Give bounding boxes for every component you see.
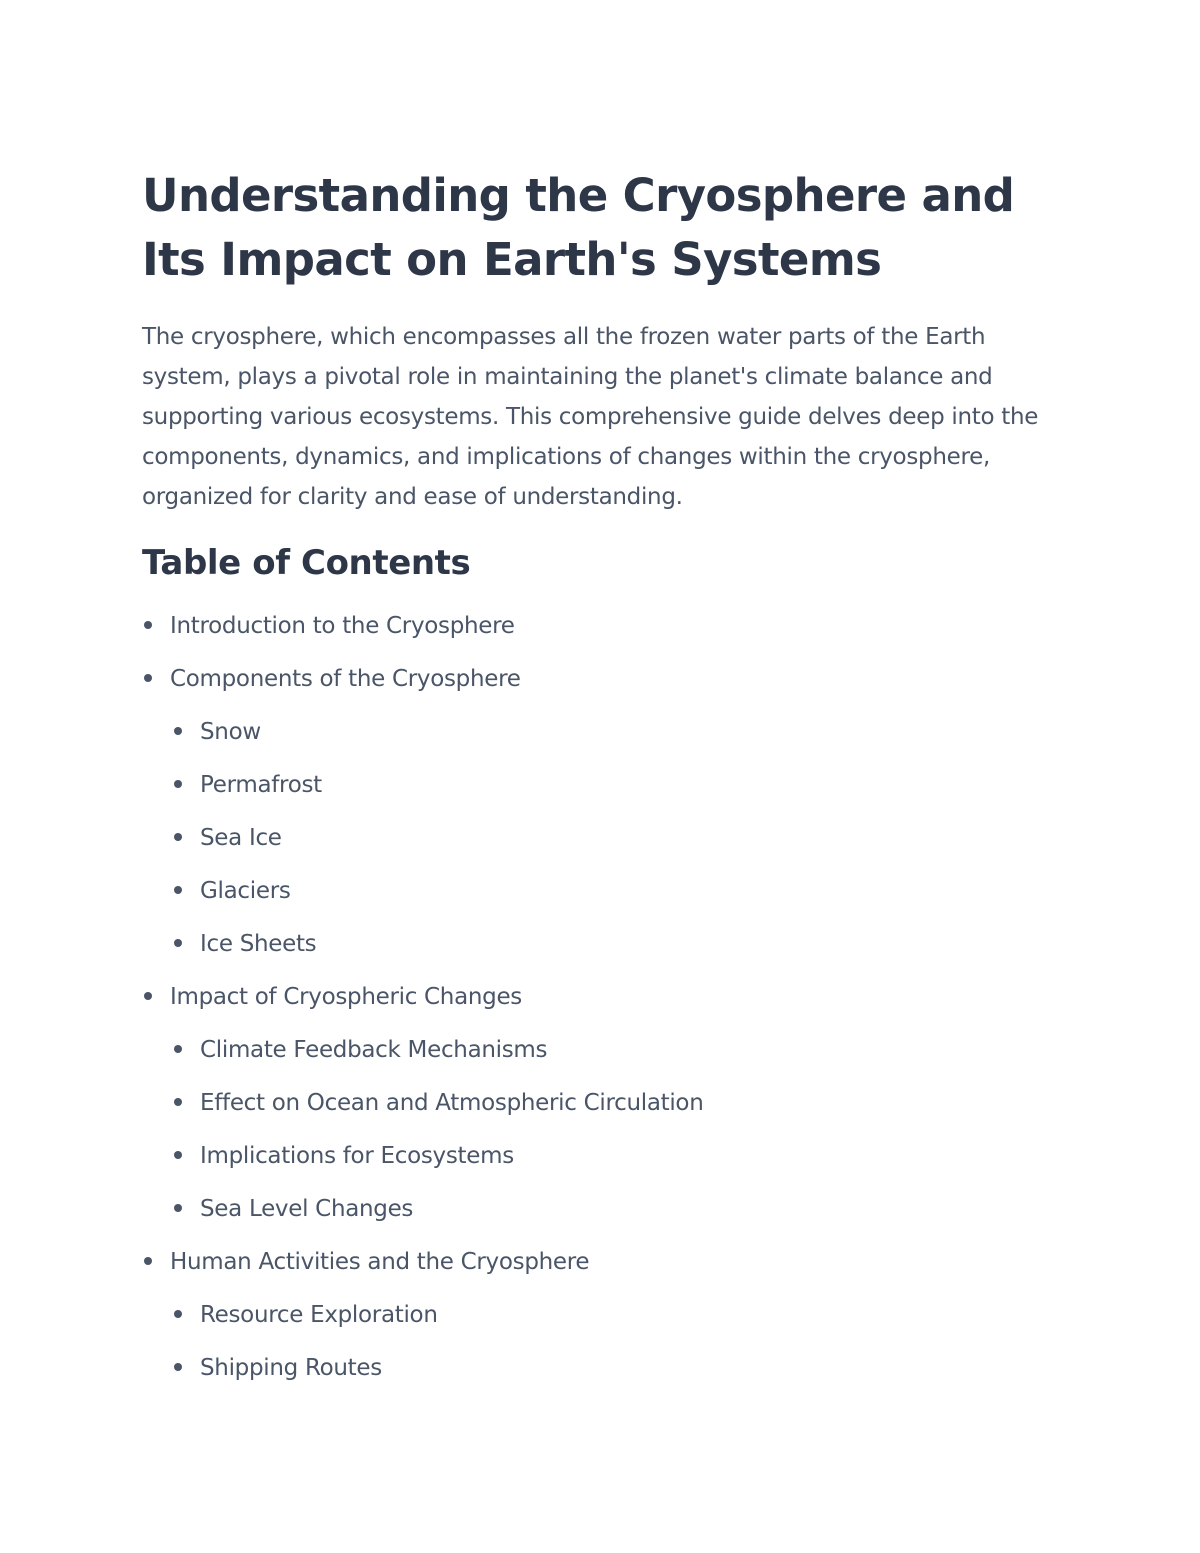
toc-item — [142, 980, 1062, 1033]
toc-item-label: Permafrost — [200, 772, 322, 798]
toc-subitem — [142, 821, 1062, 874]
bullet-icon — [174, 1098, 182, 1106]
bullet-icon — [174, 939, 182, 947]
toc-item — [142, 662, 1062, 715]
toc-subitem — [142, 1351, 1062, 1404]
bullet-icon — [174, 886, 182, 894]
toc-item-label: Impact of Cryospheric Changes — [170, 984, 522, 1010]
toc-item-label: Sea Ice — [200, 825, 282, 851]
toc-item-label: Climate Feedback Mechanisms — [200, 1037, 548, 1063]
toc-subitem — [142, 1033, 1062, 1086]
toc-subitem — [142, 1139, 1062, 1192]
bullet-icon — [144, 1257, 152, 1265]
bullet-icon — [174, 1151, 182, 1159]
table-of-contents — [142, 609, 1062, 1404]
bullet-icon — [174, 1204, 182, 1212]
bullet-icon — [144, 992, 152, 1000]
toc-subitem — [142, 927, 1062, 980]
toc-item-label: Effect on Ocean and Atmospheric Circulation — [200, 1090, 704, 1116]
toc-item-label: Implications for Ecosystems — [200, 1143, 514, 1169]
toc-subitem — [142, 874, 1062, 927]
bullet-icon — [174, 1310, 182, 1318]
toc-item-label: Resource Exploration — [200, 1302, 438, 1328]
bullet-icon — [144, 621, 152, 629]
toc-subitem — [142, 1192, 1062, 1245]
toc-subitem — [142, 715, 1062, 768]
toc-item-label: Ice Sheets — [200, 931, 317, 957]
bullet-icon — [174, 1363, 182, 1371]
intro-paragraph: The cryosphere, which encompasses all the frozen water parts of the Earth system, plays a pivotal role in maintaining the planet's climate balance and supporting various ecosystems. This comprehensive guide delves deep into the components, dynamics, and implications of changes within the cryosphere, organized for clarity and ease of understanding. — [142, 324, 1039, 510]
toc-item-label: Snow — [200, 719, 261, 745]
bullet-icon — [174, 780, 182, 788]
bullet-icon — [174, 727, 182, 735]
toc-item-label: Sea Level Changes — [200, 1196, 414, 1222]
toc-heading: Table of Contents — [142, 543, 471, 583]
toc-item-label: Glaciers — [200, 878, 291, 904]
toc-item-label: Introduction to the Cryosphere — [170, 613, 515, 639]
toc-item-label: Human Activities and the Cryosphere — [170, 1249, 590, 1275]
toc-item-label: Components of the Cryosphere — [170, 666, 521, 692]
toc-item — [142, 609, 1062, 662]
document-page — [142, 164, 1062, 1404]
toc-item — [142, 1245, 1062, 1298]
toc-subitem — [142, 1086, 1062, 1139]
bullet-icon — [174, 1045, 182, 1053]
toc-subitem — [142, 1298, 1062, 1351]
bullet-icon — [144, 674, 152, 682]
bullet-icon — [174, 833, 182, 841]
page-title: Understanding the Cryosphere and Its Impact on Earth's Systems — [142, 169, 1015, 286]
toc-item-label: Shipping Routes — [200, 1355, 382, 1381]
toc-subitem — [142, 768, 1062, 821]
